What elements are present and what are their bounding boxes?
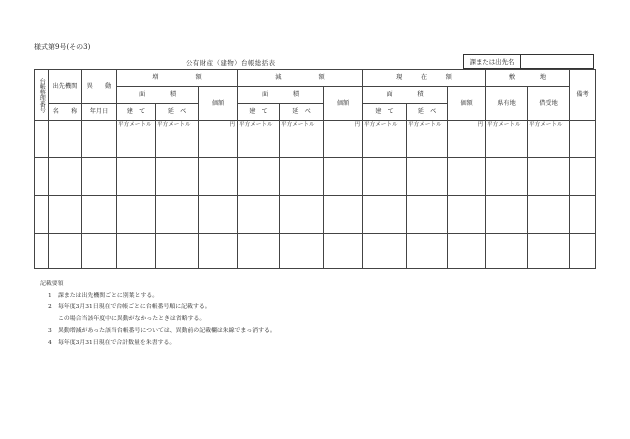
unit-sqm: 平方メートル [407,121,448,158]
summary-table [34,69,596,269]
decrease-value-header: 価額 [324,87,363,121]
table-row [35,121,596,158]
unit-sqm: 平方メートル [363,121,407,158]
current-building-header: 建 て [363,104,407,121]
decrease-header: 減 額 [238,70,363,87]
current-header: 現 在 額 [363,70,486,87]
name-header: 名 称 [49,104,82,121]
unit-yen: 円 [448,121,486,158]
current-value-header: 価額 [448,87,486,121]
note-item: 3 異動増減があった該当台帳番号については、異動前の記載欄は朱線でまっ消する。 [48,327,276,334]
unit-sqm: 平方メートル [238,121,280,158]
page-title: 公有財産（建物）台帳総括表 [186,59,276,67]
note-item: 4 毎年度3月31日現在で合計数量を朱書する。 [48,339,176,346]
table-row [35,196,596,234]
department-label: 課または出先名 [464,55,521,68]
form-number: 様式第9号(その3) [34,43,91,51]
note-item: 2 毎年度3月31日現在で台帳ごとに台帳番号順に記載する。 [48,304,211,311]
table-row [35,158,596,196]
decrease-area-header: 面 積 [238,87,324,104]
note-item: この場合当該年度中に異動がなかったときは省略する。 [58,316,206,323]
department-field[interactable] [521,55,593,68]
remarks-header: 備考 [570,70,596,121]
unit-yen: 円 [199,121,238,158]
current-area-header: 面 積 [363,87,448,104]
unit-sqm: 平方メートル [528,121,570,158]
decrease-building-header: 建 て [238,104,280,121]
notes-section [40,279,276,349]
date-header: 年月日 [82,104,117,121]
increase-area-header: 面 積 [117,87,199,104]
unit-sqm: 平方メートル [486,121,528,158]
department-box [463,54,594,69]
current-floor-header: 延 べ [407,104,448,121]
leased-land-header: 借受地 [528,87,570,121]
office-header: 出先機関 [49,70,82,104]
unit-yen: 円 [324,121,363,158]
change-header: 異 動 [82,70,117,104]
decrease-floor-header: 延 べ [280,104,324,121]
notes-title: 記載要領 [40,281,64,287]
ledger-number-header: 台帳整理番号 [35,70,49,121]
increase-header: 増 額 [117,70,238,87]
table-row [35,234,596,269]
owned-land-header: 県有地 [486,87,528,121]
unit-sqm: 平方メートル [117,121,156,158]
note-item: 1 課または出先機関ごとに別葉とする。 [48,292,159,299]
unit-sqm: 平方メートル [280,121,324,158]
increase-floor-header: 延 べ [156,104,199,121]
increase-building-header: 建 て [117,104,156,121]
site-header: 敷 地 [486,70,570,87]
unit-sqm: 平方メートル [156,121,199,158]
increase-value-header: 価額 [199,87,238,121]
